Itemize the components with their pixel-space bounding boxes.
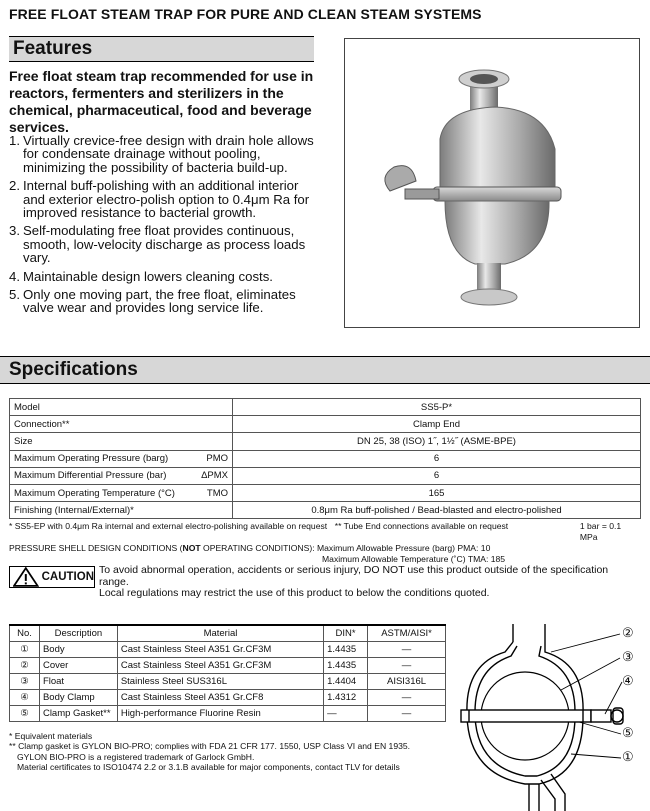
spec-value: 6: [233, 450, 641, 467]
caution-label: CAUTION: [41, 571, 94, 583]
spec-row: [10, 502, 641, 519]
part-material: Cast Stainless Steel A351 Gr.CF8: [117, 689, 323, 705]
spec-row: [10, 399, 641, 416]
spec-row: [10, 484, 641, 501]
part-description: Cover: [39, 657, 117, 673]
part-astm: —: [368, 705, 446, 721]
part-din: 1.4312: [324, 689, 368, 705]
spec-row: [10, 433, 641, 450]
part-description: Body: [39, 641, 117, 657]
parts-footnotes: * Equivalent materials ** Clamp gasket is GYLON BIO-PRO; complies with FDA 21 CFR 177. 1550, USP Class VI and EN 1935. GYLON BIO-PRO is a registered trademark of Garlock GmbH. Material certificates to ISO10474 2.2 or 3.1.B available for major components, contact TLV for details: [9, 731, 411, 773]
callout-float: ③: [622, 649, 634, 664]
steam-trap-photo-illustration: [345, 39, 641, 329]
design-conditions-temp: Maximum Allowable Temperature (˚C) TMA: 185: [322, 554, 506, 564]
part-no: ③: [10, 673, 40, 689]
feature-item: 4. Maintainable design lowers cleaning costs.: [9, 268, 273, 284]
spec-value: Clamp End: [233, 416, 641, 433]
callout-clamp-gasket: ⑤: [622, 725, 634, 740]
spec-symbol: PMO: [206, 453, 228, 465]
part-astm: AISI316L: [368, 673, 446, 689]
spec-row: [10, 467, 641, 484]
parts-table: [9, 624, 446, 722]
specifications-section-header: [0, 356, 650, 384]
spec-row: [10, 450, 641, 467]
design-conditions-line: PRESSURE SHELL DESIGN CONDITIONS (NOT OPERATING CONDITIONS): Maximum Allowable Pressure (barg) PMA: 10: [9, 543, 491, 553]
spec-label: Model: [10, 399, 233, 416]
features-intro: Free float steam trap recommended for use in reactors, fermenters and sterilizers in the chemical, pharmaceutical, food and beverage services.: [9, 68, 314, 135]
spec-value: 165: [233, 484, 641, 501]
part-din: —: [324, 705, 368, 721]
page-title: FREE FLOAT STEAM TRAP FOR PURE AND CLEAN STEAM SYSTEMS: [9, 6, 482, 22]
features-section-header: [9, 36, 314, 62]
callout-body: ①: [622, 749, 634, 764]
parts-header-row: No. Description Material DIN* ASTM/AISI*: [10, 625, 446, 641]
table-row: [10, 705, 446, 721]
table-row: [10, 689, 446, 705]
part-din: 1.4435: [324, 641, 368, 657]
caution-badge: [9, 566, 95, 588]
feature-item: 2. Internal buff-polishing with an additional interior and exterior electro-polish option to 0.4μm Ra for improved resistance to bacterial growth.: [9, 178, 310, 221]
spec-label: Size: [10, 433, 233, 450]
spec-label: Maximum Operating Pressure (barg) PMO: [10, 450, 233, 467]
spec-note-finishing: * SS5-EP with 0.4μm Ra internal and external electro-polishing available on request: [9, 521, 328, 531]
part-no: ⑤: [10, 705, 40, 721]
spec-label: Maximum Operating Temperature (°C) TMO: [10, 484, 233, 501]
part-astm: —: [368, 657, 446, 673]
part-material: Cast Stainless Steel A351 Gr.CF3M: [117, 657, 323, 673]
spec-value: DN 25, 38 (ISO) 1˝, 1½˝ (ASME-BPE): [233, 433, 641, 450]
part-description: Float: [39, 673, 117, 689]
spec-row: [10, 416, 641, 433]
part-material: Cast Stainless Steel A351 Gr.CF3M: [117, 641, 323, 657]
part-no: ②: [10, 657, 40, 673]
part-material: High-performance Fluorine Resin: [117, 705, 323, 721]
spec-note-connection: ** Tube End connections available on request: [334, 521, 509, 531]
part-description: Body Clamp: [39, 689, 117, 705]
specifications-table: [9, 398, 641, 519]
part-no: ①: [10, 641, 40, 657]
spec-label: Maximum Differential Pressure (bar) ΔPMX: [10, 467, 233, 484]
spec-value: 6: [233, 467, 641, 484]
spec-value: 0.8μm Ra buff-polished / Bead-blasted and electro-polished: [233, 502, 641, 519]
part-astm: —: [368, 641, 446, 657]
unit-conversion-note: 1 bar = 0.1 MPa: [579, 521, 622, 542]
spec-label: Connection**: [10, 416, 233, 433]
feature-item: 5. Only one moving part, the free float, eliminates valve wear and provides long service life.: [9, 287, 296, 316]
part-din: 1.4435: [324, 657, 368, 673]
part-material: Stainless Steel SUS316L: [117, 673, 323, 689]
part-astm: —: [368, 689, 446, 705]
warning-triangle-icon: [13, 567, 39, 587]
features-heading: Features: [9, 37, 314, 61]
callout-body-clamp: ④: [622, 673, 634, 688]
feature-item: 1. Virtually crevice-free design with drain hole allows for condensate drainage without pooling, minimizing the possibility of bacteria build-up.: [9, 133, 314, 175]
callout-cover: ②: [622, 625, 634, 640]
part-description: Clamp Gasket**: [39, 705, 117, 721]
spec-value: SS5-P*: [233, 399, 641, 416]
part-din: 1.4404: [324, 673, 368, 689]
table-row: [10, 673, 446, 689]
features-list: [9, 134, 321, 320]
feature-item: 3. Self-modulating free float provides continuous, smooth, low-velocity discharge as process loads vary.: [9, 223, 306, 266]
cross-section-diagram: [455, 624, 650, 811]
caution-text: To avoid abnormal operation, accidents or serious injury, DO NOT use this product outside of the specification range. Local regulations may restrict the use of this product to below the conditions quoted.: [99, 564, 609, 599]
table-row: [10, 657, 446, 673]
spec-label: Finishing (Internal/External)*: [10, 502, 233, 519]
spec-symbol: TMO: [206, 487, 228, 499]
spec-notes: [9, 521, 641, 565]
part-no: ④: [10, 689, 40, 705]
product-photo: [344, 38, 640, 328]
table-row: [10, 641, 446, 657]
specifications-heading: Specifications: [0, 357, 650, 383]
spec-symbol: ΔPMX: [201, 470, 228, 482]
